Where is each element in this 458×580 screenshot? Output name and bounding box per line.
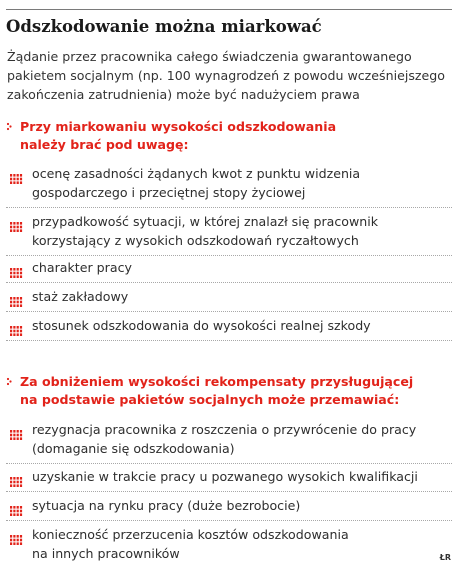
section-heading-line: Za obniżeniem wysokości rekompensaty przysługującej	[20, 374, 414, 389]
top-rule	[6, 9, 452, 10]
list-item-text: sytuacja na rynku pracy (duże bezrobocie)	[32, 498, 301, 513]
list-item	[6, 212, 452, 250]
list-item-text: korzystający z wysokich odszkodowań ryczałtowych	[32, 233, 359, 248]
item-divider	[6, 520, 452, 521]
item-divider	[6, 311, 452, 312]
list-item	[6, 420, 452, 458]
grid-bullet-icon	[10, 322, 23, 333]
list-item-text: gospodarczego i przeciętnej stopy życiowej	[32, 185, 306, 200]
item-divider	[6, 207, 452, 208]
list-item-text: (domaganie się odszkodowania)	[32, 441, 235, 456]
list-item-text: uzyskanie w trakcie pracy u pozwanego wysokich kwalifikacji	[32, 469, 418, 484]
grid-bullet-icon	[10, 293, 23, 304]
list-item	[6, 316, 452, 335]
page-title: Odszkodowanie można miarkować	[6, 17, 322, 36]
list-item-text: przypadkowość sytuacji, w której znalazł się pracownik	[32, 214, 379, 229]
list-item-text: na innych pracowników	[32, 546, 180, 561]
grid-bullet-icon	[10, 218, 23, 229]
chevron-icon	[6, 118, 16, 136]
item-divider	[6, 255, 452, 256]
section-heading-line: należy brać pod uwagę:	[20, 137, 189, 152]
grid-bullet-icon	[10, 531, 23, 542]
lead-line: Żądanie przez pracownika całego świadczenia gwarantowanego	[7, 49, 412, 64]
grid-bullet-icon	[10, 426, 23, 437]
lead-line: zakończenia zatrudnienia) może być nadużyciem prawa	[7, 87, 360, 102]
list-item	[6, 258, 452, 277]
grid-bullet-icon	[10, 473, 23, 484]
item-divider	[6, 340, 452, 341]
list-item-text: konieczność przerzucenia kosztów odszkodowania	[32, 527, 349, 542]
grid-bullet-icon	[10, 264, 23, 275]
grid-bullet-icon	[10, 170, 23, 181]
item-divider	[6, 491, 452, 492]
item-divider	[6, 282, 452, 283]
list-item-text: rezygnacja pracownika z roszczenia o przywrócenie do pracy	[32, 422, 417, 437]
list-item	[6, 467, 452, 486]
list-item	[6, 287, 452, 306]
lead-paragraph	[7, 47, 453, 104]
list-item	[6, 496, 452, 515]
source-credit: ŁR	[439, 553, 451, 562]
grid-bullet-icon	[10, 502, 23, 513]
chevron-icon	[6, 373, 16, 391]
list-item-text: staż zakładowy	[32, 289, 129, 304]
list-item	[6, 525, 452, 563]
list-item-text: ocenę zasadności żądanych kwot z punktu widzenia	[32, 166, 361, 181]
section-heading-line: Przy miarkowaniu wysokości odszkodowania	[20, 119, 337, 134]
lead-line: pakietem socjalnym (np. 100 wynagrodzeń z powodu wcześniejszego	[7, 68, 445, 83]
section-heading	[6, 118, 452, 154]
section-heading	[6, 373, 452, 409]
item-divider	[6, 463, 452, 464]
list-item-text: charakter pracy	[32, 260, 132, 275]
list-item	[6, 164, 452, 202]
section-heading-line: na podstawie pakietów socjalnych może przemawiać:	[20, 392, 400, 407]
list-item-text: stosunek odszkodowania do wysokości realnej szkody	[32, 318, 371, 333]
